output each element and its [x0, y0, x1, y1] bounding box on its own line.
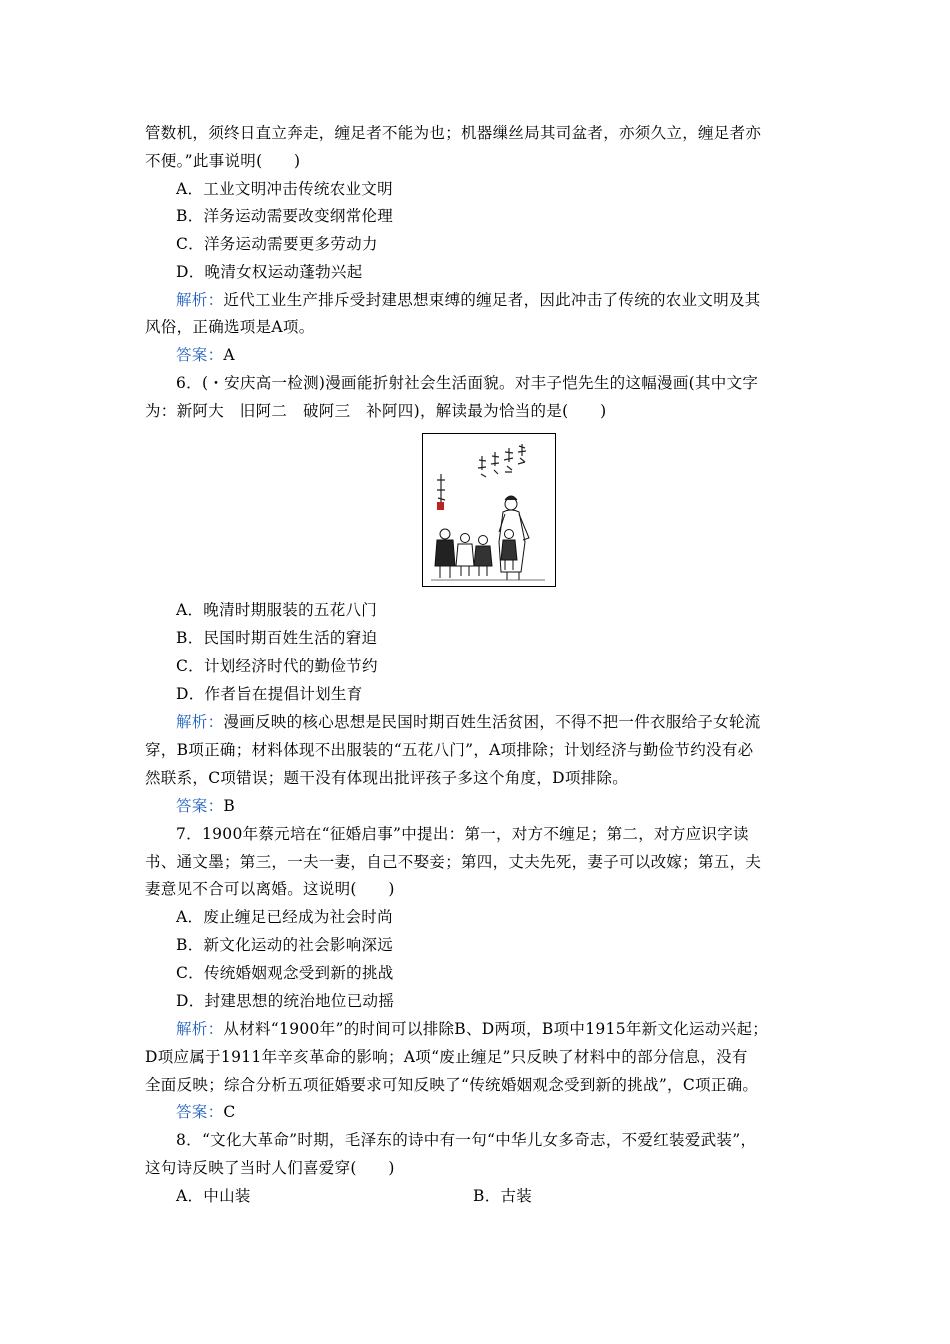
- q8-option-b: B．古装: [473, 1187, 533, 1205]
- child-figure-1: [435, 529, 455, 578]
- q5-stem-line1: 管数机，须终日直立奔走，缠足者不能为也；机器缫丝局其司盆者，亦须久立，缠足者亦: [145, 124, 762, 142]
- q8-stem-line2: 这句诗反映了当时人们喜爱穿( ): [145, 1159, 395, 1177]
- child-figure-3: [474, 536, 492, 577]
- analysis-label: 解析：: [176, 1020, 224, 1038]
- q5-analysis-line1: 解析：近代工业生产排斥受封建思想束缚的缠足者，因此冲击了传统的农业文明及其: [176, 291, 761, 309]
- q5-option-b: B．洋务运动需要改变纲常伦理: [176, 207, 394, 225]
- q7-option-a: A．废止缠足已经成为社会时尚: [176, 908, 393, 926]
- q5-option-c: C．洋务运动需要更多劳动力: [176, 235, 378, 253]
- q6-option-c: C．计划经济时代的勤俭节约: [176, 657, 378, 675]
- q5-option-a: A．工业文明冲击传统农业文明: [176, 180, 393, 198]
- q7-analysis-line3: 全面反映；综合分析五项征婚要求可知反映了“传统婚姻观念受到新的挑战”，C项正确。: [145, 1076, 759, 1094]
- q7-answer: 答案：C: [176, 1103, 236, 1121]
- q6-analysis-line2: 穿，B项正确；材料体现不出服装的“五花八门”，A项排除；计划经济与勤俭节约没有必: [145, 741, 754, 759]
- cartoon-drawing: [423, 434, 554, 585]
- q6-answer: 答案：B: [176, 797, 236, 815]
- inscription-calligraphy: [437, 444, 526, 502]
- q5-answer: 答案：A: [176, 346, 235, 364]
- q5-option-d: D．晚清女权运动蓬勃兴起: [176, 263, 363, 281]
- answer-label: 答案：: [176, 797, 224, 815]
- cartoon-image: [422, 433, 556, 587]
- q7-option-b: B．新文化运动的社会影响深远: [176, 936, 394, 954]
- q6-option-a: A．晚清时期服装的五花八门: [176, 601, 378, 619]
- q6-stem-line2: 为：新阿大 旧阿二 破阿三 补阿四)，解读最为恰当的是( ): [145, 402, 607, 420]
- q6-analysis-line1: 解析：漫画反映的核心思想是民国时期百姓生活贫困，不得不把一件衣服给子女轮流: [176, 713, 761, 731]
- seal-icon: [437, 502, 444, 510]
- q7-stem-line2: 书、通文墨；第三，一夫一妻，自己不娶妾；第四，丈夫先死，妻子可以改嫁；第五，夫: [145, 853, 762, 871]
- q5-stem-line2: 不便。”此事说明( ): [145, 152, 301, 170]
- q7-stem-line1: 7．1900年蔡元培在“征婚启事”中提出：第一，对方不缠足；第二，对方应识字读: [176, 825, 749, 843]
- answer-label: 答案：: [176, 346, 224, 364]
- analysis-label: 解析：: [176, 291, 224, 309]
- q7-option-d: D．封建思想的统治地位已动摇: [176, 992, 395, 1010]
- q6-stem-line1: 6．(・安庆高一检测)漫画能折射社会生活面貌。对丰子恺先生的这幅漫画(其中文字: [176, 374, 759, 392]
- q6-option-b: B．民国时期百姓生活的窘迫: [176, 629, 378, 647]
- child-figure-2: [456, 534, 474, 577]
- q8-stem-line1: 8．“文化大革命”时期，毛泽东的诗中有一句“中华儿女多奇志，不爱红装爱武装”，: [176, 1131, 757, 1149]
- q6-analysis-line3: 然联系，C项错误；题干没有体现出批评孩子多这个角度，D项排除。: [145, 769, 629, 787]
- q7-analysis-line1: 解析：从材料“1900年”的时间可以排除B、D两项，B项中1915年新文化运动兴起；: [176, 1020, 769, 1038]
- q7-analysis-line2: D项应属于1911年辛亥革命的影响；A项“废止缠足”只反映了材料中的部分信息，没有: [145, 1048, 748, 1066]
- analysis-label: 解析：: [176, 713, 224, 731]
- q7-stem-line3: 妻意见不合可以离婚。这说明( ): [145, 880, 395, 898]
- q6-option-d: D．作者旨在提倡计划生育: [176, 685, 363, 703]
- mother-figure: [499, 496, 529, 580]
- answer-label: 答案：: [176, 1103, 224, 1121]
- q5-analysis-line2: 风俗，正确选项是A项。: [145, 318, 315, 336]
- q8-option-a: A．中山装: [176, 1187, 251, 1205]
- q7-option-c: C．传统婚姻观念受到新的挑战: [176, 964, 394, 982]
